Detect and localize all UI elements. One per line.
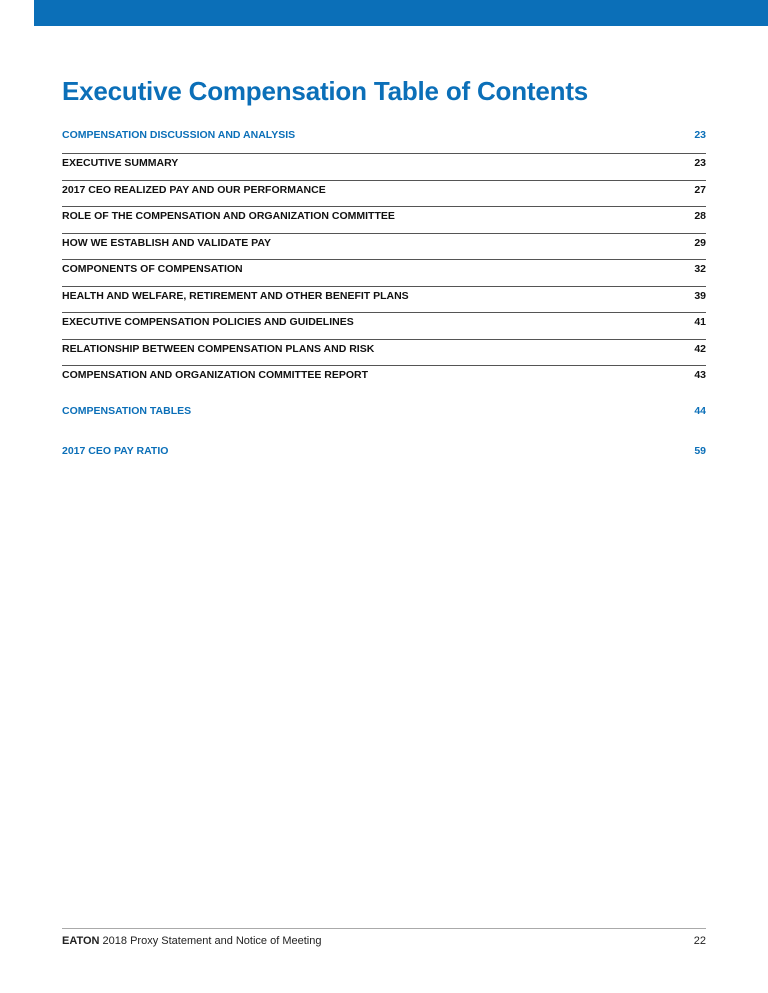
toc-item-health-welfare-retirement[interactable] [62,288,706,304]
toc-section-compensation-discussion[interactable] [62,127,706,143]
toc-item-label: HOW WE ESTABLISH AND VALIDATE PAY [62,237,272,249]
divider [62,339,706,340]
divider [62,180,706,181]
divider [62,153,706,154]
toc-item-page: 28 [694,210,706,222]
toc-section-page: 23 [694,129,706,141]
toc-item-plans-and-risk[interactable] [62,341,706,357]
toc-section-page: 59 [694,445,706,457]
toc-item-committee-report[interactable] [62,367,706,383]
toc-item-label: 2017 CEO REALIZED PAY AND OUR PERFORMANCE [62,184,326,196]
toc-section-label: 2017 CEO PAY RATIO [62,445,169,457]
toc-item-role-of-committee[interactable] [62,208,706,224]
page-title: Executive Compensation Table of Contents [62,76,589,106]
divider [62,365,706,366]
toc-item-label: EXECUTIVE COMPENSATION POLICIES AND GUIDELINES [62,316,354,328]
toc-item-page: 27 [694,184,706,196]
toc-item-label: HEALTH AND WELFARE, RETIREMENT AND OTHER BENEFIT PLANS [62,290,409,302]
divider [62,206,706,207]
footer-doc-title: 2018 Proxy Statement and Notice of Meeting [99,935,322,947]
toc-section-label: COMPENSATION TABLES [62,405,192,417]
footer-brand: EATON [62,935,100,947]
toc-item-page: 43 [694,369,706,381]
toc-item-page: 32 [694,263,706,275]
toc-section-compensation-tables[interactable] [62,403,706,419]
toc-item-establish-validate-pay[interactable] [62,235,706,251]
toc-section-page: 44 [694,405,706,417]
toc-item-components-of-compensation[interactable] [62,261,706,277]
divider [62,259,706,260]
toc-item-label: EXECUTIVE SUMMARY [62,157,179,169]
toc-item-policies-guidelines[interactable] [62,314,706,330]
toc-item-page: 23 [694,157,706,169]
toc-item-label: COMPONENTS OF COMPENSATION [62,263,243,275]
divider [62,312,706,313]
toc-item-label: COMPENSATION AND ORGANIZATION COMMITTEE REPORT [62,369,369,381]
toc-item-page: 39 [694,290,706,302]
divider [62,286,706,287]
divider [62,233,706,234]
toc-section-ceo-pay-ratio[interactable] [62,443,706,459]
page-footer [62,933,706,949]
toc-item-ceo-realized-pay[interactable] [62,182,706,198]
toc-item-page: 42 [694,343,706,355]
toc-item-executive-summary[interactable] [62,155,706,171]
toc-item-page: 29 [694,237,706,249]
toc-section-label: COMPENSATION DISCUSSION AND ANALYSIS [62,129,296,141]
toc-item-label: RELATIONSHIP BETWEEN COMPENSATION PLANS AND RISK [62,343,375,355]
toc-item-label: ROLE OF THE COMPENSATION AND ORGANIZATION COMMITTEE [62,210,395,222]
footer-page-number: 22 [693,935,706,947]
top-color-bar [34,0,768,26]
toc-item-page: 41 [694,316,706,328]
footer-divider [62,928,706,929]
